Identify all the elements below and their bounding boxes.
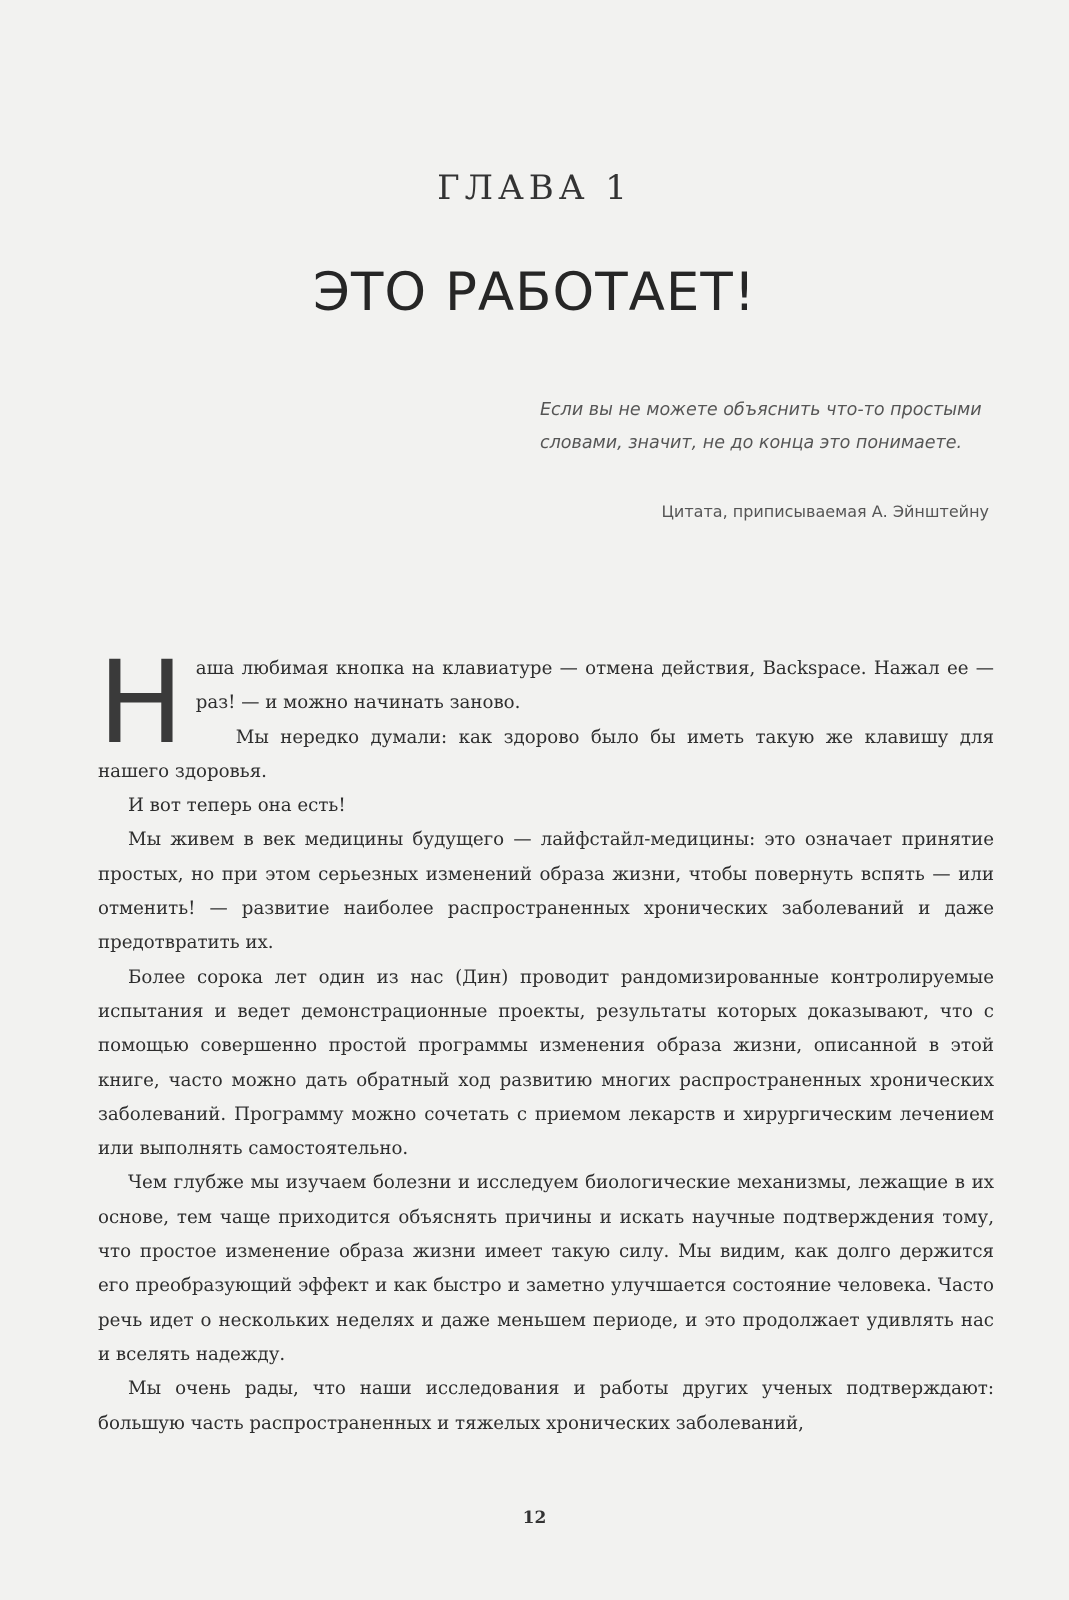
paragraph: Мы очень рады, что наши исследования и работы других ученых подтверждают: большую часть распространенных и тяжелых хронических заболеваний,	[98, 1378, 994, 1434]
paragraph: И вот теперь она есть!	[128, 795, 346, 817]
drop-cap: Н	[98, 636, 184, 769]
page-number: 12	[522, 1508, 547, 1528]
paragraph: аша любимая кнопка на клавиатуре — отмена действия, Backspace. Нажал ее — раз! — и можно начинать заново.	[195, 658, 994, 714]
paragraph: Мы живем в век медицины будущего — лайфстайл-медицины: это означает принятие простых, но при этом серьезных изменений образа жизни, чтобы повернуть вспять — или отменить! — развитие наиболее распространенных хронических заболеваний и даже предотвратить их.	[98, 829, 994, 954]
epigraph-attribution: Цитата, приписываемая А. Эйнштейну	[661, 502, 989, 521]
body-text	[98, 636, 994, 1441]
paragraph: Более сорока лет один из нас (Дин) проводит рандомизированные контролируемые испытания и ведет демонстрационные проекты, результаты которых доказывают, что с помощью совершенно простой программы изменения образа жизни, описанной в этой книге, часто можно дать обратный ход развитию многих распространенных хронических заболеваний. Программу можно сочетать с приемом лекарств и хирургическим лечением или выполнять самостоятельно.	[98, 966, 994, 1160]
paragraph: Мы нередко думали: как здорово было бы иметь такую же клавишу для нашего здоровья.	[98, 726, 994, 782]
chapter-title: ЭТО РАБОТАЕТ!	[313, 262, 756, 323]
paragraph: Чем глубже мы изучаем болезни и исследуем биологические механизмы, лежащие в их основе, тем чаще приходится объяснять причины и искать научные подтверждения тому, что простое изменение образа жизни имеет такую силу. Мы видим, как долго держится его преобразующий эффект и как быстро и заметно улучшается состояние человека. Часто речь идет о нескольких неделях и даже меньшем периоде, и это продолжает удивлять нас и вселять надежду.	[98, 1172, 994, 1365]
chapter-label: ГЛАВА 1	[437, 168, 632, 208]
epigraph-quote: Если вы не можете объяснить что-то простыми словами, значит, не до конца это понимаете.	[540, 400, 982, 453]
